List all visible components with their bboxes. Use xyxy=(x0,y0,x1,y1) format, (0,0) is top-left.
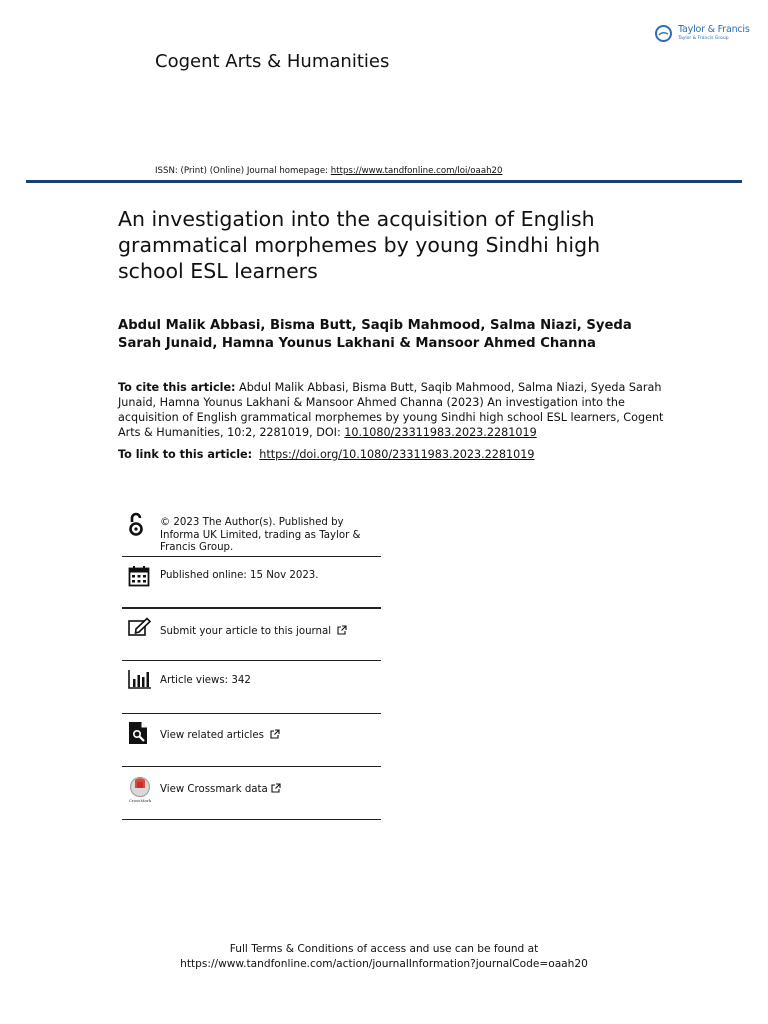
cite-label: To cite this article: xyxy=(118,381,236,394)
published-row xyxy=(122,562,381,606)
article-authors: Abdul Malik Abbasi, Bisma Butt, Saqib Mahmood, Salma Niazi, Syeda Sarah Junaid, Hamna Younus Lakhani & Mansoor Ahmed Channa xyxy=(118,318,632,351)
footer-terms-url[interactable]: https://www.tandfonline.com/action/journalInformation?journalCode=oaah20 xyxy=(180,958,588,970)
bar-chart-icon xyxy=(128,669,152,693)
issn-text: ISSN: (Print) (Online) Journal homepage: xyxy=(155,166,331,176)
submit-article-link[interactable] xyxy=(160,625,347,639)
edit-icon xyxy=(128,617,152,641)
header-divider xyxy=(26,180,742,183)
crossmark-logo-text: CrossMark xyxy=(128,798,152,803)
views-row xyxy=(122,666,381,710)
divider xyxy=(122,819,381,820)
view-related-label: View related articles xyxy=(160,730,264,741)
divider xyxy=(122,766,381,767)
crossmark-icon xyxy=(126,776,154,806)
divider xyxy=(122,660,381,661)
external-link-icon xyxy=(271,783,281,793)
footer-line-1: Full Terms & Conditions of access and use can be found at xyxy=(229,943,539,955)
doi-link[interactable]: 10.1080/23311983.2023.2281019 xyxy=(344,426,537,439)
open-access-icon xyxy=(128,512,144,542)
view-crossmark-link[interactable] xyxy=(160,783,281,797)
external-link-icon xyxy=(270,729,280,739)
view-related-link[interactable] xyxy=(160,729,280,743)
article-title: An investigation into the acquisition of English grammatical morphemes by young Sindhi high school ESL learners xyxy=(118,207,601,283)
publisher-logo[interactable] xyxy=(653,22,750,48)
citation-block xyxy=(118,380,678,440)
link-label: To link to this article: xyxy=(118,448,253,461)
open-access-text: © 2023 The Author(s). Published by Informa UK Limited, trading as Taylor & Francis Group. xyxy=(160,517,361,553)
issn-line xyxy=(155,166,502,176)
divider xyxy=(122,556,381,557)
footer-terms xyxy=(0,942,768,972)
article-views: Article views: 342 xyxy=(160,675,251,686)
journal-homepage-link[interactable]: https://www.tandfonline.com/loi/oaah20 xyxy=(330,166,503,176)
related-row[interactable] xyxy=(122,719,381,763)
journal-title: Cogent Arts & Humanities xyxy=(155,51,390,72)
publisher-logo-sub: Taylor & Francis Group xyxy=(678,36,729,41)
crossmark-row[interactable] xyxy=(122,772,381,816)
divider xyxy=(122,713,381,714)
article-link-row xyxy=(118,448,534,461)
open-access-row xyxy=(122,510,381,556)
article-doi-url[interactable]: https://doi.org/10.1080/23311983.2023.2281019 xyxy=(259,448,535,461)
view-crossmark-label: View Crossmark data xyxy=(160,784,268,795)
external-link-icon xyxy=(337,625,347,635)
search-document-icon xyxy=(128,721,148,749)
divider xyxy=(122,607,381,609)
submit-article-label: Submit your article to this journal xyxy=(160,626,332,637)
submit-row[interactable] xyxy=(122,615,381,659)
cite-text: Abdul Malik Abbasi, Bisma Butt, Saqib Mahmood, Salma Niazi, Syeda Sarah Junaid, Hamna Younus Lakhani & Mansoor Ahmed Channa (2023) An investigation into the acquisition of English grammatical morphemes by young Sindhi high school ESL learners, Cogent Arts & Humanities, 10:2, 2281019, DOI: xyxy=(118,381,664,439)
publisher-logo-name: Taylor & Francis xyxy=(678,24,750,35)
publisher-logo-icon xyxy=(655,25,672,42)
published-date: Published online: 15 Nov 2023. xyxy=(160,570,319,581)
calendar-icon xyxy=(128,565,150,591)
